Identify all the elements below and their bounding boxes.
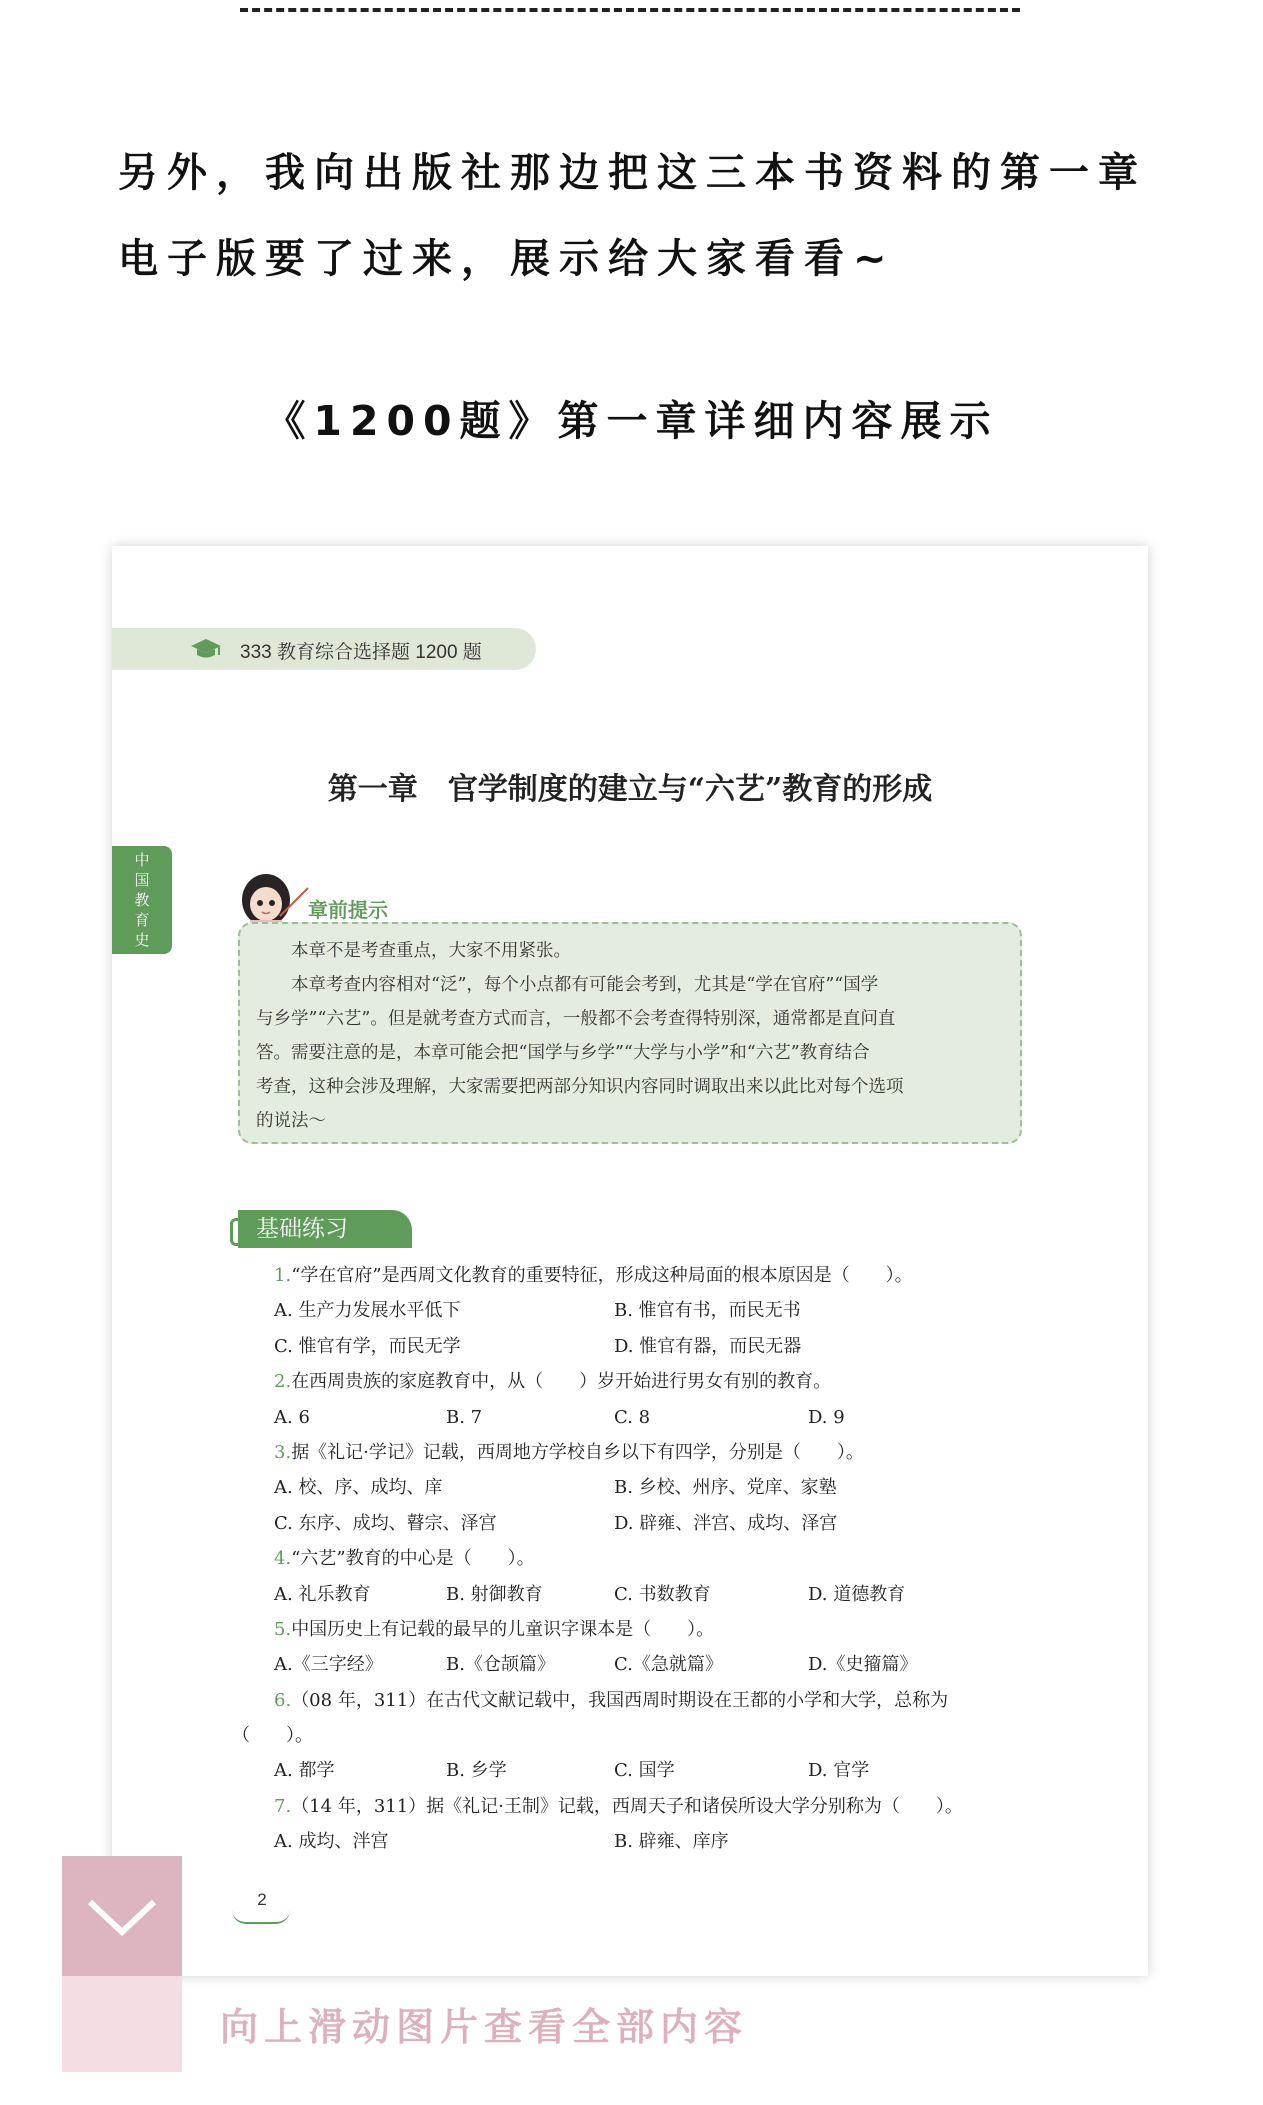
tip-line: 的说法～ <box>256 1111 326 1131</box>
question-number: 5. <box>274 1618 292 1640</box>
option: B.《仓颉篇》 <box>446 1654 555 1676</box>
question-6 <box>232 1683 1052 1718</box>
option-row <box>232 1293 1052 1328</box>
side-tab-char: 教 <box>134 891 150 909</box>
question-text: 据《礼记·学记》记载，西周地方学校自乡以下有四学，分别是（ ）。 <box>291 1441 864 1463</box>
tip-line: 本章不是考查重点，大家不用紧张。 <box>291 941 571 961</box>
option: A. 都学 <box>274 1760 335 1782</box>
question-number: 6. <box>274 1689 292 1711</box>
option: C.《急就篇》 <box>614 1654 723 1676</box>
option: B. 乡学 <box>446 1760 507 1782</box>
option-row <box>232 1647 1052 1682</box>
question-text: 在西周贵族的家庭教育中，从（ ）岁开始进行男女有别的教育。 <box>291 1371 832 1393</box>
page-number: 2 <box>257 1890 267 1909</box>
option: D.《史籀篇》 <box>808 1654 918 1676</box>
tip-line: 本章考查内容相对“泛”，每个小点都有可能会考到，尤其是“学在官府”“国学 <box>291 975 879 995</box>
option: B. 射御教育 <box>446 1583 543 1605</box>
option: A. 礼乐教育 <box>274 1583 371 1605</box>
option: A.《三字经》 <box>274 1654 383 1676</box>
question-list <box>232 1258 1052 1860</box>
option: A. 生产力发展水平低下 <box>274 1300 461 1322</box>
option: B. 7 <box>446 1406 483 1428</box>
option-row <box>232 1329 1052 1364</box>
option: C. 国学 <box>614 1760 675 1782</box>
option-row <box>232 1506 1052 1541</box>
question-number: 4. <box>274 1548 292 1570</box>
tip-line: 答。需要注意的是，本章可能会把“国学与乡学”“大学与小学”和“六艺”教育结合 <box>256 1043 870 1063</box>
option: D. 官学 <box>808 1760 870 1782</box>
question-7 <box>232 1789 1052 1824</box>
side-tab <box>112 846 172 954</box>
intro-line-1: 另外，我向出版社那边把这三本书资料的第一章 <box>118 150 1147 196</box>
option: C. 惟官有学，而民无学 <box>274 1335 461 1357</box>
book-header-text: 333 教育综合选择题 1200 题 <box>240 642 482 663</box>
dashed-divider <box>240 8 1020 32</box>
option: C. 8 <box>614 1406 651 1428</box>
chevron-down-icon <box>62 1856 182 1976</box>
book-header-pill <box>112 628 536 670</box>
section-title: 《1200题》第一章详细内容展示 <box>264 397 999 445</box>
option: D. 惟官有器，而民无器 <box>614 1335 802 1357</box>
option-row <box>232 1753 1052 1788</box>
question-number: 1. <box>274 1265 292 1286</box>
question-number: 3. <box>274 1441 292 1463</box>
side-tab-char: 中 <box>134 851 150 869</box>
option: A. 成均、泮宫 <box>274 1831 389 1853</box>
option: D. 9 <box>808 1406 845 1428</box>
option: A. 校、序、成均、庠 <box>274 1477 443 1499</box>
page-number-decoration <box>232 1910 290 1924</box>
option: B. 惟官有书，而民无书 <box>614 1300 801 1322</box>
question-text: （14 年，311）据《礼记·王制》记载，西周天子和诸侯所设大学分别称为（ ）。 <box>291 1795 963 1817</box>
swipe-hint: 向上滑动图片查看全部内容 <box>220 2005 749 2049</box>
side-tab-char: 史 <box>134 931 150 949</box>
chapter-title: 第一章 官学制度的建立与“六艺”教育的形成 <box>327 772 933 807</box>
tip-box <box>238 922 1022 1144</box>
basic-practice-label: 基础练习 <box>238 1210 412 1248</box>
question-1 <box>232 1258 1052 1293</box>
option-row <box>232 1824 1052 1859</box>
question-5 <box>232 1612 1052 1647</box>
option: D. 辟雍、泮宫、成均、泽宫 <box>614 1512 838 1534</box>
option-row <box>232 1400 1052 1435</box>
question-4 <box>232 1541 1052 1576</box>
graduation-cap-icon <box>190 638 222 660</box>
option: A. 6 <box>274 1406 310 1428</box>
option: C. 东序、成均、瞽宗、泽宫 <box>274 1512 497 1534</box>
intro-paragraph <box>118 130 1168 302</box>
option-row <box>232 1470 1052 1505</box>
question-number: 7. <box>274 1795 292 1817</box>
question-number: 2. <box>274 1371 292 1393</box>
option-row <box>232 1577 1052 1612</box>
side-tab-char: 育 <box>134 911 150 929</box>
question-text: “学在官府”是西周文化教育的重要特征，形成这种局面的根本原因是（ ）。 <box>291 1265 913 1286</box>
tip-line: 考查，这种会涉及理解，大家需要把两部分知识内容同时调取出来以此比对每个选项 <box>256 1077 904 1097</box>
option: C. 书数教育 <box>614 1583 711 1605</box>
side-tab-char: 国 <box>134 871 150 889</box>
option: B. 辟雍、庠序 <box>614 1831 729 1853</box>
question-3 <box>232 1435 1052 1470</box>
question-text: （08 年，311）在古代文献记载中，我国西周时期设在王都的小学和大学，总称为 <box>291 1689 949 1711</box>
question-text: “六艺”教育的中心是（ ）。 <box>291 1548 535 1570</box>
option: B. 乡校、州序、党庠、家塾 <box>614 1477 837 1499</box>
book-page-image <box>112 546 1148 1976</box>
intro-line-2: 电子版要了过来，展示给大家看看~ <box>118 236 896 282</box>
tip-label: 章前提示 <box>308 898 388 922</box>
question-6-continued: （ ）。 <box>232 1725 313 1747</box>
question-text: 中国历史上有记载的最早的儿童识字课本是（ ）。 <box>291 1618 715 1640</box>
scroll-down-button[interactable] <box>62 1856 182 1976</box>
tip-line: 与乡学”“六艺”。但是就考查方式而言，一般都不会考查得特别深，通常都是直问直 <box>256 1009 896 1029</box>
option: D. 道德教育 <box>808 1583 906 1605</box>
question-2 <box>232 1364 1052 1399</box>
scroll-down-button-base <box>62 1976 182 2072</box>
